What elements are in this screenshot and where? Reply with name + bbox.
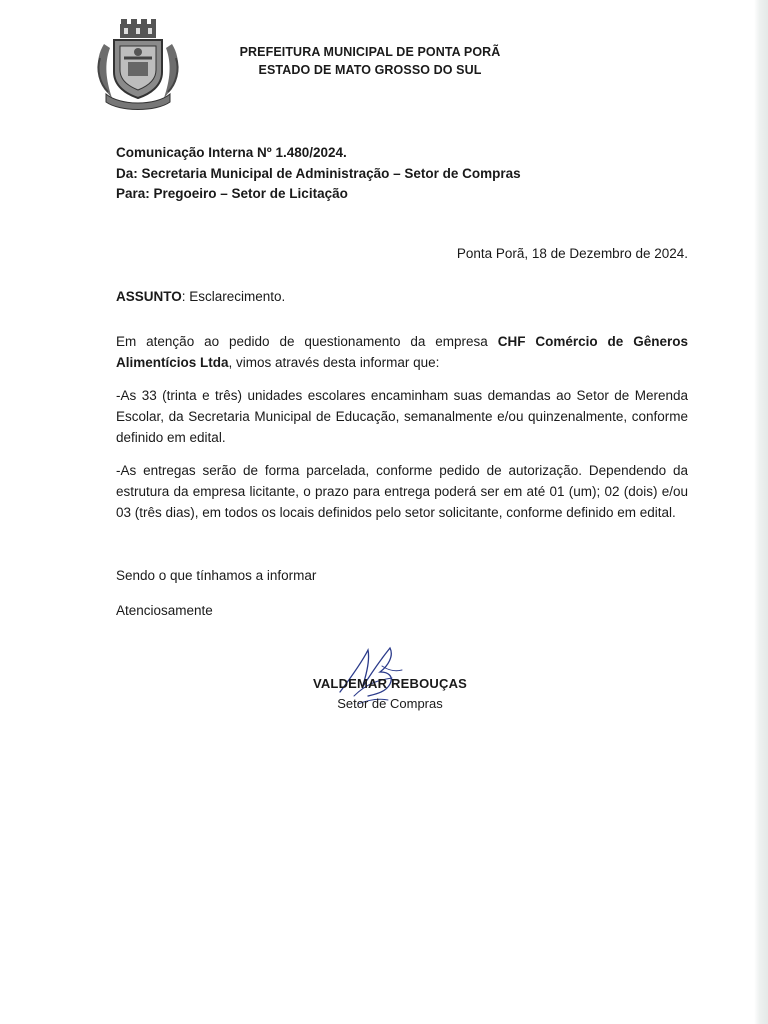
signatory-name: VALDEMAR REBOUÇAS	[312, 676, 468, 691]
memo-from: Da: Secretaria Municipal de Administração – Setor de Compras	[116, 165, 521, 181]
company-name: CHF Comércio de Gêneros Alimentícios Ltda	[116, 334, 688, 370]
signatory-role: Setor de Compras	[337, 696, 443, 711]
paragraph-deliveries: -As entregas serão de forma parcelada, conforme pedido de autorização. Dependendo da estrutura da empresa licitante, o prazo para entrega poderá ser em até 01 (um); 02 (dois) e/ou 03 (três dias), em todos os locais definidos pelo setor solicitante, conforme definido em edital.	[116, 463, 688, 520]
subject-label: ASSUNTO	[116, 289, 182, 304]
scan-edge-shadow	[754, 0, 768, 1024]
intro-prefix: Em atenção ao pedido de questionamento da empresa	[116, 334, 498, 349]
signature-block	[300, 674, 480, 714]
subject-value: : Esclarecimento.	[181, 289, 286, 304]
memo-number: Comunicação Interna Nº 1.480/2024.	[116, 145, 347, 160]
subject-line	[116, 289, 285, 304]
paragraph-intro	[116, 331, 688, 373]
memo-to: Para: Pregoeiro – Setor de Licitação	[116, 186, 348, 201]
municipal-coat-of-arms-icon	[90, 14, 186, 110]
letter-body	[116, 331, 688, 535]
letterhead	[200, 43, 540, 79]
paragraph-schools: -As 33 (trinta e três) unidades escolares encaminham suas demandas ao Setor de Merenda Escolar, da Secretaria Municipal de Educação, semanalmente e/ou quinzenalmente, conforme definido em edital.	[116, 388, 688, 445]
closing-salutation: Atenciosamente	[116, 603, 213, 618]
document-date: Ponta Porã, 18 de Dezembro de 2024.	[456, 246, 688, 261]
memo-header	[116, 143, 521, 205]
closing-line: Sendo o que tínhamos a informar	[116, 568, 317, 583]
intro-suffix: , vimos através desta informar que:	[228, 355, 440, 370]
state-title: ESTADO DE MATO GROSSO DO SUL	[258, 63, 482, 77]
municipality-title: PREFEITURA MUNICIPAL DE PONTA PORÃ	[239, 45, 501, 59]
